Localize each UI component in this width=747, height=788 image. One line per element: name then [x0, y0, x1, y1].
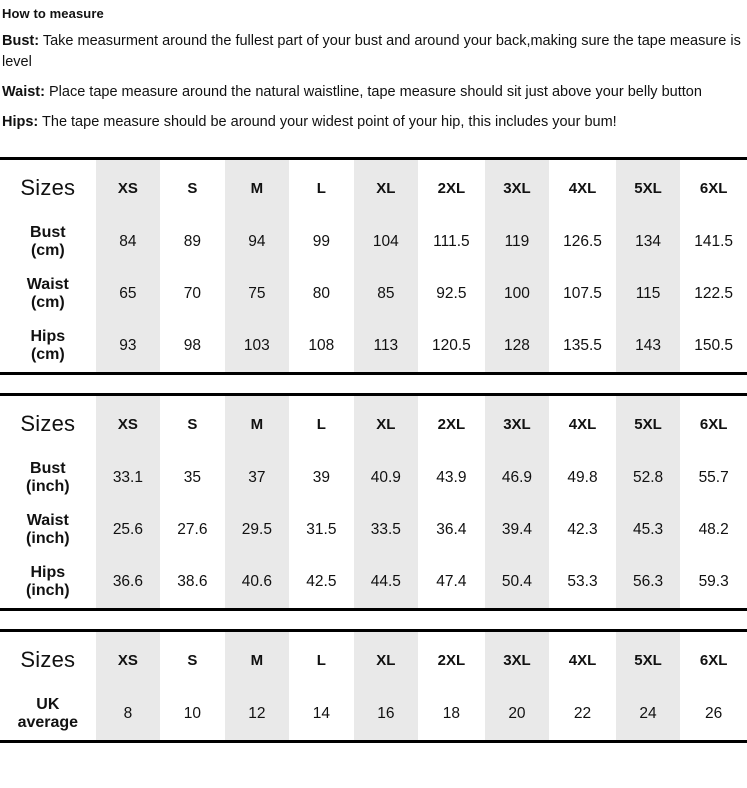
header-size-4xl: 4XL: [549, 160, 616, 216]
cell-waist-cm-3xl: 100: [485, 268, 549, 320]
cell-hips-inch-5xl: 56.3: [616, 556, 680, 608]
cell-hips-cm-3xl: 128: [485, 320, 549, 372]
measure-instruction-waist: [2, 82, 747, 103]
size-table-cm: [0, 157, 747, 375]
header-size-xl: XL: [354, 160, 418, 216]
cell-hips-cm-5xl: 143: [616, 320, 680, 372]
cell-hips-cm-4xl: 135.5: [549, 320, 616, 372]
header-size-3xl: 3XL: [485, 632, 549, 688]
cell-waist-cm-xl: 85: [354, 268, 418, 320]
measure-instruction-bust: [2, 31, 747, 73]
measure-text-bust: Take measurment around the fullest part of your bust and around your back,making sure the tape measure is level: [2, 33, 741, 70]
cell-waist-inch-6xl: 48.2: [680, 504, 747, 556]
cell-waist-cm-6xl: 122.5: [680, 268, 747, 320]
header-size-s: S: [160, 632, 224, 688]
row-label-uk-average: [0, 688, 96, 740]
cell-waist-inch-3xl: 39.4: [485, 504, 549, 556]
header-size-l: L: [289, 160, 353, 216]
measure-instruction-hips: [2, 112, 747, 133]
cell-uk-3xl: 20: [485, 688, 549, 740]
header-size-xl: XL: [354, 396, 418, 452]
header-sizes-label: Sizes: [0, 396, 96, 452]
cell-hips-cm-6xl: 150.5: [680, 320, 747, 372]
header-size-4xl: 4XL: [549, 632, 616, 688]
table-header-row: [0, 632, 747, 688]
cell-bust-inch-l: 39: [289, 452, 353, 504]
cell-hips-cm-m: 103: [225, 320, 289, 372]
cell-uk-4xl: 22: [549, 688, 616, 740]
cell-uk-xs: 8: [96, 688, 160, 740]
header-size-5xl: 5XL: [616, 396, 680, 452]
cell-hips-cm-2xl: 120.5: [418, 320, 485, 372]
header-size-l: L: [289, 632, 353, 688]
row-label-text: UK: [36, 696, 60, 713]
cell-bust-cm-l: 99: [289, 216, 353, 268]
row-label-unit: (cm): [30, 242, 65, 259]
cell-bust-inch-2xl: 43.9: [418, 452, 485, 504]
header-size-2xl: 2XL: [418, 160, 485, 216]
cell-waist-inch-l: 31.5: [289, 504, 353, 556]
header-size-2xl: 2XL: [418, 396, 485, 452]
cell-uk-6xl: 26: [680, 688, 747, 740]
row-label-text: Waist: [26, 276, 69, 293]
cell-waist-inch-s: 27.6: [160, 504, 224, 556]
cell-waist-cm-2xl: 92.5: [418, 268, 485, 320]
cell-bust-cm-2xl: 111.5: [418, 216, 485, 268]
size-table-uk: [0, 629, 747, 743]
cell-bust-inch-xl: 40.9: [354, 452, 418, 504]
cell-hips-inch-3xl: 50.4: [485, 556, 549, 608]
cell-bust-cm-xs: 84: [96, 216, 160, 268]
cell-uk-s: 10: [160, 688, 224, 740]
cell-waist-inch-5xl: 45.3: [616, 504, 680, 556]
cell-waist-cm-l: 80: [289, 268, 353, 320]
cell-waist-cm-4xl: 107.5: [549, 268, 616, 320]
row-label-waist-cm: [0, 268, 96, 320]
cell-bust-inch-xs: 33.1: [96, 452, 160, 504]
header-size-xs: XS: [96, 160, 160, 216]
row-label-waist-inch: [0, 504, 96, 556]
cell-uk-xl: 16: [354, 688, 418, 740]
cell-waist-inch-xs: 25.6: [96, 504, 160, 556]
cell-hips-cm-xs: 93: [96, 320, 160, 372]
cell-waist-cm-m: 75: [225, 268, 289, 320]
cell-hips-inch-2xl: 47.4: [418, 556, 485, 608]
cell-waist-cm-xs: 65: [96, 268, 160, 320]
cell-uk-2xl: 18: [418, 688, 485, 740]
cell-bust-cm-3xl: 119: [485, 216, 549, 268]
table-header-row: [0, 396, 747, 452]
cell-hips-cm-s: 98: [160, 320, 224, 372]
cell-hips-inch-l: 42.5: [289, 556, 353, 608]
row-label-unit: (inch): [26, 478, 70, 495]
cell-uk-5xl: 24: [616, 688, 680, 740]
header-size-s: S: [160, 160, 224, 216]
cell-waist-cm-s: 70: [160, 268, 224, 320]
cell-bust-cm-s: 89: [160, 216, 224, 268]
row-label-text: Bust: [30, 460, 66, 477]
row-label-unit: (cm): [30, 294, 65, 311]
cell-waist-inch-xl: 33.5: [354, 504, 418, 556]
cell-bust-cm-6xl: 141.5: [680, 216, 747, 268]
measure-text-hips: The tape measure should be around your widest point of your hip, this includes your bum!: [38, 114, 617, 130]
cell-bust-inch-4xl: 49.8: [549, 452, 616, 504]
cell-hips-inch-6xl: 59.3: [680, 556, 747, 608]
cell-bust-inch-3xl: 46.9: [485, 452, 549, 504]
row-label-text: Waist: [26, 512, 69, 529]
header-size-s: S: [160, 396, 224, 452]
cell-bust-inch-s: 35: [160, 452, 224, 504]
row-label-text: Hips: [30, 328, 66, 345]
cell-uk-l: 14: [289, 688, 353, 740]
row-label-unit: average: [17, 714, 79, 731]
table-row: [0, 688, 747, 740]
row-label-hips-inch: [0, 556, 96, 608]
row-label-text: Hips: [30, 564, 66, 581]
header-size-xl: XL: [354, 632, 418, 688]
header-size-4xl: 4XL: [549, 396, 616, 452]
header-size-6xl: 6XL: [680, 632, 747, 688]
header-size-5xl: 5XL: [616, 160, 680, 216]
header-size-l: L: [289, 396, 353, 452]
size-table-inch: [0, 393, 747, 611]
how-to-measure-section: [0, 0, 747, 133]
cell-hips-cm-l: 108: [289, 320, 353, 372]
header-size-6xl: 6XL: [680, 160, 747, 216]
table-row: [0, 216, 747, 268]
cell-hips-inch-xl: 44.5: [354, 556, 418, 608]
row-label-bust-cm: [0, 216, 96, 268]
cell-waist-inch-m: 29.5: [225, 504, 289, 556]
row-label-bust-inch: [0, 452, 96, 504]
cell-bust-cm-m: 94: [225, 216, 289, 268]
cell-bust-cm-xl: 104: [354, 216, 418, 268]
cell-hips-inch-m: 40.6: [225, 556, 289, 608]
measure-label-waist: Waist:: [2, 84, 45, 100]
cell-hips-inch-xs: 36.6: [96, 556, 160, 608]
table-row: [0, 452, 747, 504]
header-size-5xl: 5XL: [616, 632, 680, 688]
cell-bust-inch-5xl: 52.8: [616, 452, 680, 504]
cell-bust-cm-5xl: 134: [616, 216, 680, 268]
header-size-6xl: 6XL: [680, 396, 747, 452]
row-label-unit: (inch): [26, 530, 70, 547]
cell-bust-inch-m: 37: [225, 452, 289, 504]
header-size-2xl: 2XL: [418, 632, 485, 688]
measure-text-waist: Place tape measure around the natural waistline, tape measure should sit just above your belly button: [44, 84, 702, 100]
table-row: [0, 268, 747, 320]
header-size-xs: XS: [96, 396, 160, 452]
cell-hips-inch-s: 38.6: [160, 556, 224, 608]
row-label-unit: (inch): [26, 582, 70, 599]
cell-bust-inch-6xl: 55.7: [680, 452, 747, 504]
header-size-xs: XS: [96, 632, 160, 688]
header-size-m: M: [225, 632, 289, 688]
header-size-m: M: [225, 160, 289, 216]
row-label-hips-cm: [0, 320, 96, 372]
cell-uk-m: 12: [225, 688, 289, 740]
table-row: [0, 320, 747, 372]
table-row: [0, 556, 747, 608]
table-header-row: [0, 160, 747, 216]
table-row: [0, 504, 747, 556]
page-title: How to measure: [2, 6, 104, 21]
header-sizes-label: Sizes: [0, 160, 96, 216]
cell-waist-cm-5xl: 115: [616, 268, 680, 320]
header-size-3xl: 3XL: [485, 396, 549, 452]
row-label-unit: (cm): [30, 346, 65, 363]
cell-bust-cm-4xl: 126.5: [549, 216, 616, 268]
header-size-m: M: [225, 396, 289, 452]
measure-label-hips: Hips:: [2, 114, 39, 130]
header-sizes-label: Sizes: [0, 632, 96, 688]
measure-label-bust: Bust:: [2, 33, 40, 49]
row-label-text: Bust: [30, 224, 66, 241]
cell-hips-cm-xl: 113: [354, 320, 418, 372]
cell-waist-inch-4xl: 42.3: [549, 504, 616, 556]
cell-waist-inch-2xl: 36.4: [418, 504, 485, 556]
header-size-3xl: 3XL: [485, 160, 549, 216]
cell-hips-inch-4xl: 53.3: [549, 556, 616, 608]
